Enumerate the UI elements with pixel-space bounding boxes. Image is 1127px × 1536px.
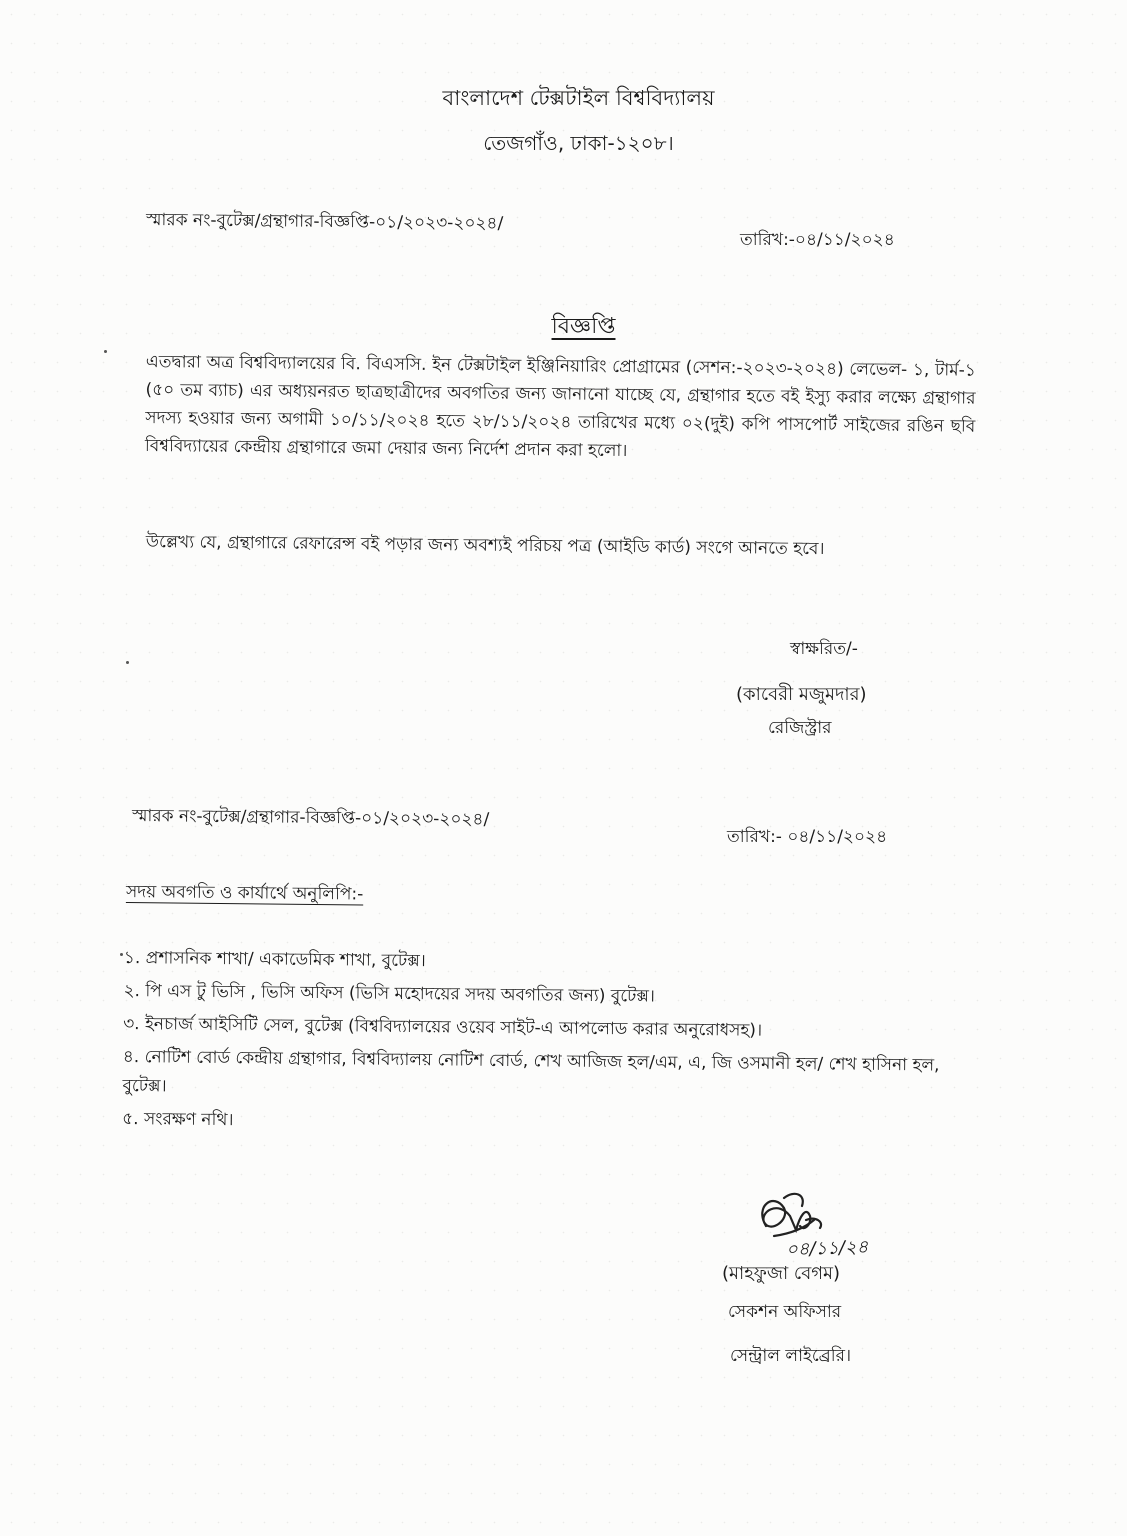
registrar-name: (কাবেরী মজুমদার) (736, 684, 867, 705)
copy-heading: সদয় অবগতি ও কার্যার্থে অনুলিপি:- (125, 882, 364, 905)
recipient-item: ২. পি এস টু ভিসি , ভিসি অফিস (ভিসি মহোদয়ের সদয় অবগতির জন্য) বুটেক্স। (123, 980, 656, 1007)
scan-speck (120, 953, 123, 956)
notice-title (0, 314, 1127, 340)
copy-memo-date: তারিখ:- ০৪/১১/২০২৪ (727, 827, 888, 847)
officer-title: সেকশন অফিসার (728, 1302, 842, 1322)
signature-date: ০৪/১১/২৪ (785, 1236, 869, 1261)
recipient-item: ৫. সংরক্ষণ নথি। (122, 1108, 234, 1131)
recipient-item: ৩. ইনচার্জ আইসিটি সেল, বুটেক্স (বিশ্ববিদ্যালয়ের ওয়েব সাইট-এ আপলোড করার অনুরোধসহ)। (123, 1013, 763, 1041)
recipient-item: ১. প্রশাসনিক শাখা/ একাডেমিক শাখা, বুটেক্স। (123, 947, 426, 972)
registrar-signed: স্বাক্ষরিত/- (790, 639, 858, 659)
officer-department: সেন্ট্রাল লাইব্রেরি। (730, 1346, 852, 1366)
recipient-item: ৪. নোটিশ বোর্ড কেন্দ্রীয় গ্রন্থাগার, বিশ্ববিদ্যালয় নোটিশ বোর্ড, শেখ আজিজ হল/এম, এ, জি ওসমানী হল/ শেখ হাসিনা হল, বুটেক্স। (122, 1046, 940, 1097)
notice-note: উল্লেখ্য যে, গ্রন্থাগারে রেফারেন্স বই পড়ার জন্য অবশ্যই পরিচয় পত্র (আইডি কার্ড) সংগে আনতে হবে। (145, 531, 825, 560)
memo-reference: স্মারক নং-বুটেক্স/গ্রন্থাগার-বিজ্ঞপ্তি-০১/২০২৩-২০২৪/ (145, 210, 504, 234)
memo-date: তারিখ:-০৪/১১/২০২৪ (740, 230, 895, 250)
copy-memo-reference: স্মারক নং-বুটেক্স/গ্রন্থাগার-বিজ্ঞপ্তি-০১/২০২৩-২০২৪/ (131, 806, 490, 830)
registrar-title: রেজিস্ট্রার (768, 718, 832, 738)
institution-name: বাংলাদেশ টেক্সটাইল বিশ্ববিদ্যালয় (442, 86, 715, 110)
institution-address: তেজগাঁও, ঢাকা-১২০৮। (483, 131, 674, 155)
recipient-list (122, 944, 974, 1147)
officer-name: (মাহফুজা বেগম) (722, 1263, 841, 1284)
scan-speck (126, 661, 129, 664)
scan-speck (104, 350, 107, 353)
notice-title-text: বিজ্ঞপ্তি (551, 314, 616, 339)
notice-body: এতদ্বারা অত্র বিশ্ববিদ্যালয়ের বি. বিএসসি. ইন টেক্সটাইল ইঞ্জিনিয়ারিং প্রোগ্রামের (সেশন:-২০২৩-২০২৪) লেভেল- ১, টার্ম-১ (৫০ তম ব্যাচ) এর অধ্যয়নরত ছাত্রছাত্রীদের অবগতির জন্য জানানো যাচ্ছে যে, গ্রন্থাগার হতে বই ইস্যু করার লক্ষ্যে গ্রন্থাগার সদস্য হওয়ার জন্য অগামী ১০/১১/২০২৪ হতে ২৮/১১/২০২৪ তারিখের মধ্যে ০২(দুই) কপি পাসপোর্ট সাইজের রঙিন ছবি বিশ্ববিদ্যায়ের কেন্দ্রীয় গ্রন্থাগারে জমা দেয়ার জন্য নির্দেশ প্রদান করা হলো। (144, 351, 976, 462)
